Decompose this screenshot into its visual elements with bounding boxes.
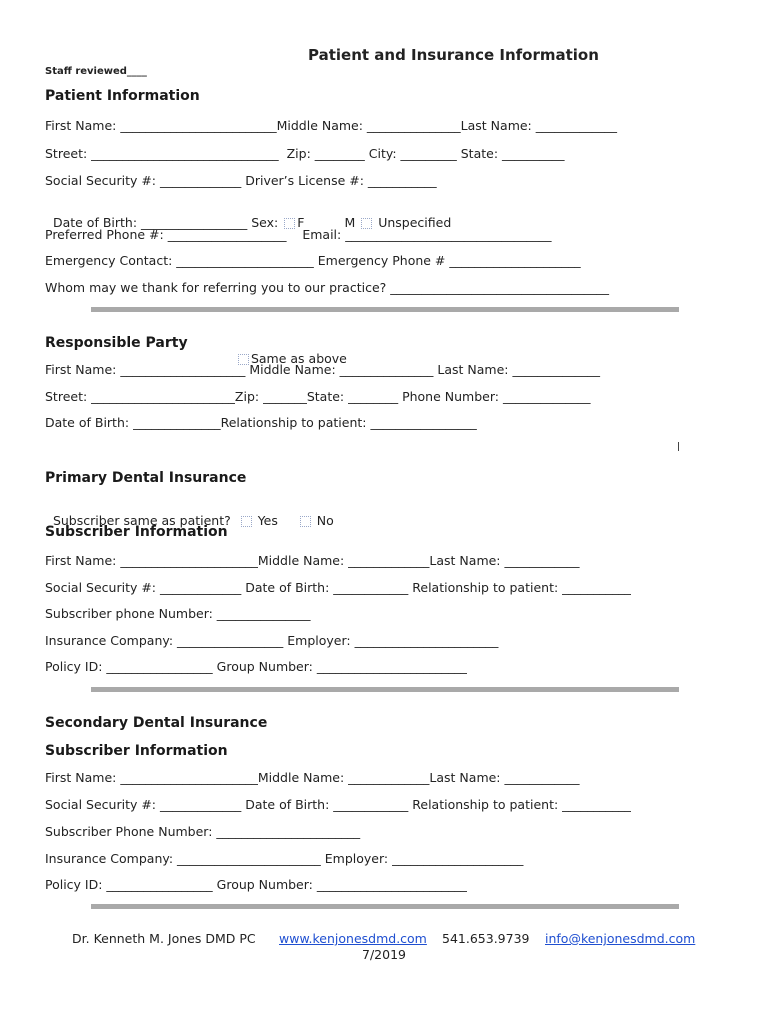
- section-divider: [91, 687, 679, 692]
- responsible-dob-line[interactable]: Date of Birth: ______________Relationship to patient: _________________: [45, 415, 477, 430]
- footer-date: 7/2019: [362, 947, 406, 962]
- secondary-company-line[interactable]: Insurance Company: _______________________ Employer: _____________________: [45, 851, 524, 866]
- secondary-name-line[interactable]: First Name: ______________________Middle Name: _____________Last Name: ____________: [45, 770, 580, 785]
- responsible-party-heading: Responsible Party: [45, 335, 188, 351]
- primary-name-line[interactable]: First Name: ______________________Middle Name: _____________Last Name: ____________: [45, 553, 580, 568]
- patient-info-heading: Patient Information: [45, 88, 200, 104]
- primary-company-line[interactable]: Insurance Company: _________________ Employer: _______________________: [45, 633, 499, 648]
- page-title: Patient and Insurance Information: [308, 46, 599, 64]
- secondary-ssn-line[interactable]: Social Security #: _____________ Date of Birth: ____________ Relationship to patient: ___________: [45, 797, 631, 812]
- same-as-above-label: Same as above: [250, 351, 347, 366]
- patient-address-line[interactable]: Street: ______________________________ Zip: ________ City: _________ State: __________: [45, 146, 565, 161]
- secondary-subscriber-heading: Subscriber Information: [45, 743, 228, 759]
- footer-email-link[interactable]: info@kenjonesdmd.com: [545, 931, 696, 946]
- footer-website-link[interactable]: www.kenjonesdmd.com: [279, 931, 427, 946]
- subscriber-yes-checkbox[interactable]: [241, 516, 252, 527]
- patient-dob-sex-line: [45, 200, 451, 230]
- primary-ssn-line[interactable]: Social Security #: _____________ Date of Birth: ____________ Relationship to patient: ___________: [45, 580, 631, 595]
- secondary-policy-line[interactable]: Policy ID: _________________ Group Number: ________________________: [45, 877, 467, 892]
- footer-doctor: Dr. Kenneth M. Jones DMD PC: [72, 931, 256, 946]
- patient-ssn-line[interactable]: Social Security #: _____________ Driver’s License #: ___________: [45, 173, 437, 188]
- staff-reviewed[interactable]: Staff reviewed____: [45, 66, 147, 77]
- stray-mark: [678, 442, 679, 451]
- secondary-phone-line[interactable]: Subscriber Phone Number: _______________________: [45, 824, 361, 839]
- responsible-name-line[interactable]: First Name: ____________________ Middle Name: _______________ Last Name: ______________: [45, 362, 600, 377]
- patient-phone-email-line[interactable]: Preferred Phone #: ___________________ Email: _________________________________: [45, 227, 552, 242]
- footer-phone: 541.653.9739: [442, 931, 530, 946]
- subscriber-no-label: No: [316, 513, 334, 528]
- sex-unspecified-label: Unspecified: [378, 215, 452, 230]
- sex-m-label: M: [344, 215, 356, 230]
- section-divider: [91, 904, 679, 909]
- secondary-insurance-heading: Secondary Dental Insurance: [45, 715, 268, 731]
- patient-emergency-line[interactable]: Emergency Contact: ______________________ Emergency Phone # _____________________: [45, 253, 581, 268]
- subscriber-same-label: Subscriber same as patient?: [52, 513, 231, 528]
- subscriber-no-checkbox[interactable]: [300, 516, 311, 527]
- patient-dob-field[interactable]: Date of Birth: _________________ Sex:: [52, 215, 283, 230]
- subscriber-yes-label: Yes: [257, 513, 278, 528]
- patient-referral-line[interactable]: Whom may we thank for referring you to our practice? ___________________________________: [45, 280, 610, 295]
- responsible-address-line[interactable]: Street: _______________________Zip: _______State: ________ Phone Number: ______________: [45, 389, 591, 404]
- primary-insurance-heading: Primary Dental Insurance: [45, 470, 247, 486]
- patient-name-line[interactable]: First Name: _________________________Middle Name: _______________Last Name: _____________: [45, 118, 617, 133]
- section-divider: [91, 307, 679, 312]
- primary-phone-line[interactable]: Subscriber phone Number: _______________: [45, 606, 311, 621]
- primary-subscriber-heading: Subscriber Information: [45, 524, 228, 540]
- sex-f-label: F: [297, 215, 305, 230]
- primary-policy-line[interactable]: Policy ID: _________________ Group Number: ________________________: [45, 659, 467, 674]
